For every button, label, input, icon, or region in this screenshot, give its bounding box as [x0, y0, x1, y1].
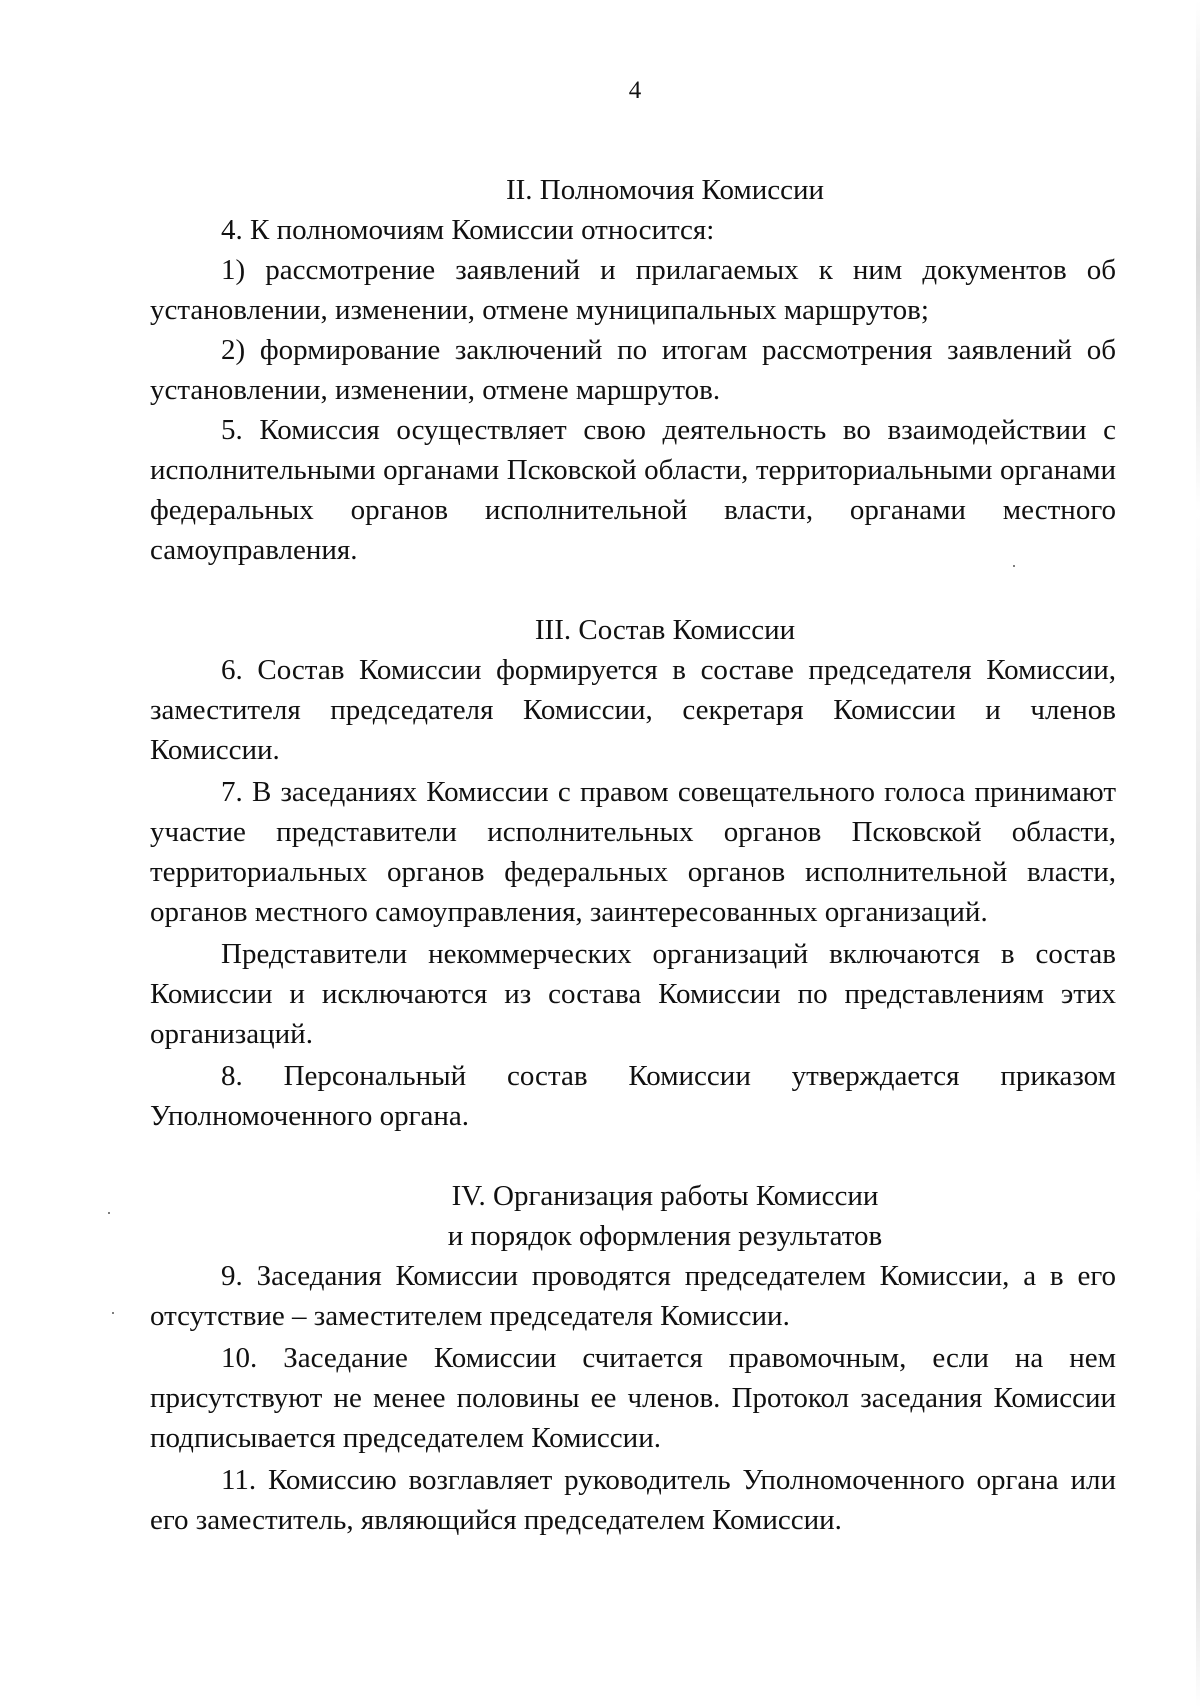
paragraph-6: 6. Состав Комиссии формируется в составе председателя Комиссии, заместителя председателя Комиссии, секретаря Комиссии и членов Комиссии. [150, 654, 1116, 766]
paragraph-8: 8. Персональный состав Комиссии утверждается приказом Уполномоченного органа. [150, 1060, 1116, 1132]
scan-edge-shadow [1196, 0, 1200, 1708]
section-heading-2: II. Полномочия Комиссии [505, 174, 825, 206]
section-heading-4-line-2: и порядок оформления результатов [447, 1220, 883, 1252]
paragraph-5: 5. Комиссия осуществляет свою деятельность во взаимодействии с исполнительными органами Псковской области, территориальными органами федеральных органов исполнительной власти, органами местного самоуправления. [150, 414, 1116, 566]
document-body [150, 170, 1116, 1540]
scan-speck [108, 1212, 110, 1214]
paragraph-9: 9. Заседания Комиссии проводятся председателем Комиссии, а в его отсутствие – заместителем председателя Комиссии. [150, 1260, 1116, 1332]
page-number: 4 [628, 77, 642, 104]
section-heading-4-line-1: IV. Организация работы Комиссии [451, 1180, 879, 1212]
section-heading-3: III. Состав Комиссии [534, 614, 796, 646]
paragraph-7-extra: Представители некоммерческих организаций включаются в состав Комиссии и исключаются из состава Комиссии по представлениям этих организаций. [150, 938, 1116, 1050]
paragraph-7: 7. В заседаниях Комиссии с правом совещательного голоса принимают участие представители исполнительных органов Псковской области, территориальных органов федеральных органов исполнительной власти, органов местного самоуправления, заинтересованных организаций. [150, 776, 1116, 928]
scan-speck [112, 1312, 114, 1314]
paragraph-4-item-2: 2) формирование заключений по итогам рассмотрения заявлений об установлении, изменении, отмене маршрутов. [150, 334, 1116, 406]
paragraph-4-item-1: 1) рассмотрение заявлений и прилагаемых к ним документов об установлении, изменении, отмене муниципальных маршрутов; [150, 254, 1116, 326]
paragraph-10: 10. Заседание Комиссии считается правомочным, если на нем присутствуют не менее половины ее членов. Протокол заседания Комиссии подписывается председателем Комиссии. [150, 1342, 1116, 1454]
paragraph-11: 11. Комиссию возглавляет руководитель Уполномоченного органа или его заместитель, являющийся председателем Комиссии. [150, 1464, 1116, 1536]
scan-speck [1013, 565, 1015, 567]
paragraph-4: 4. К полномочиям Комиссии относится: [221, 214, 715, 246]
